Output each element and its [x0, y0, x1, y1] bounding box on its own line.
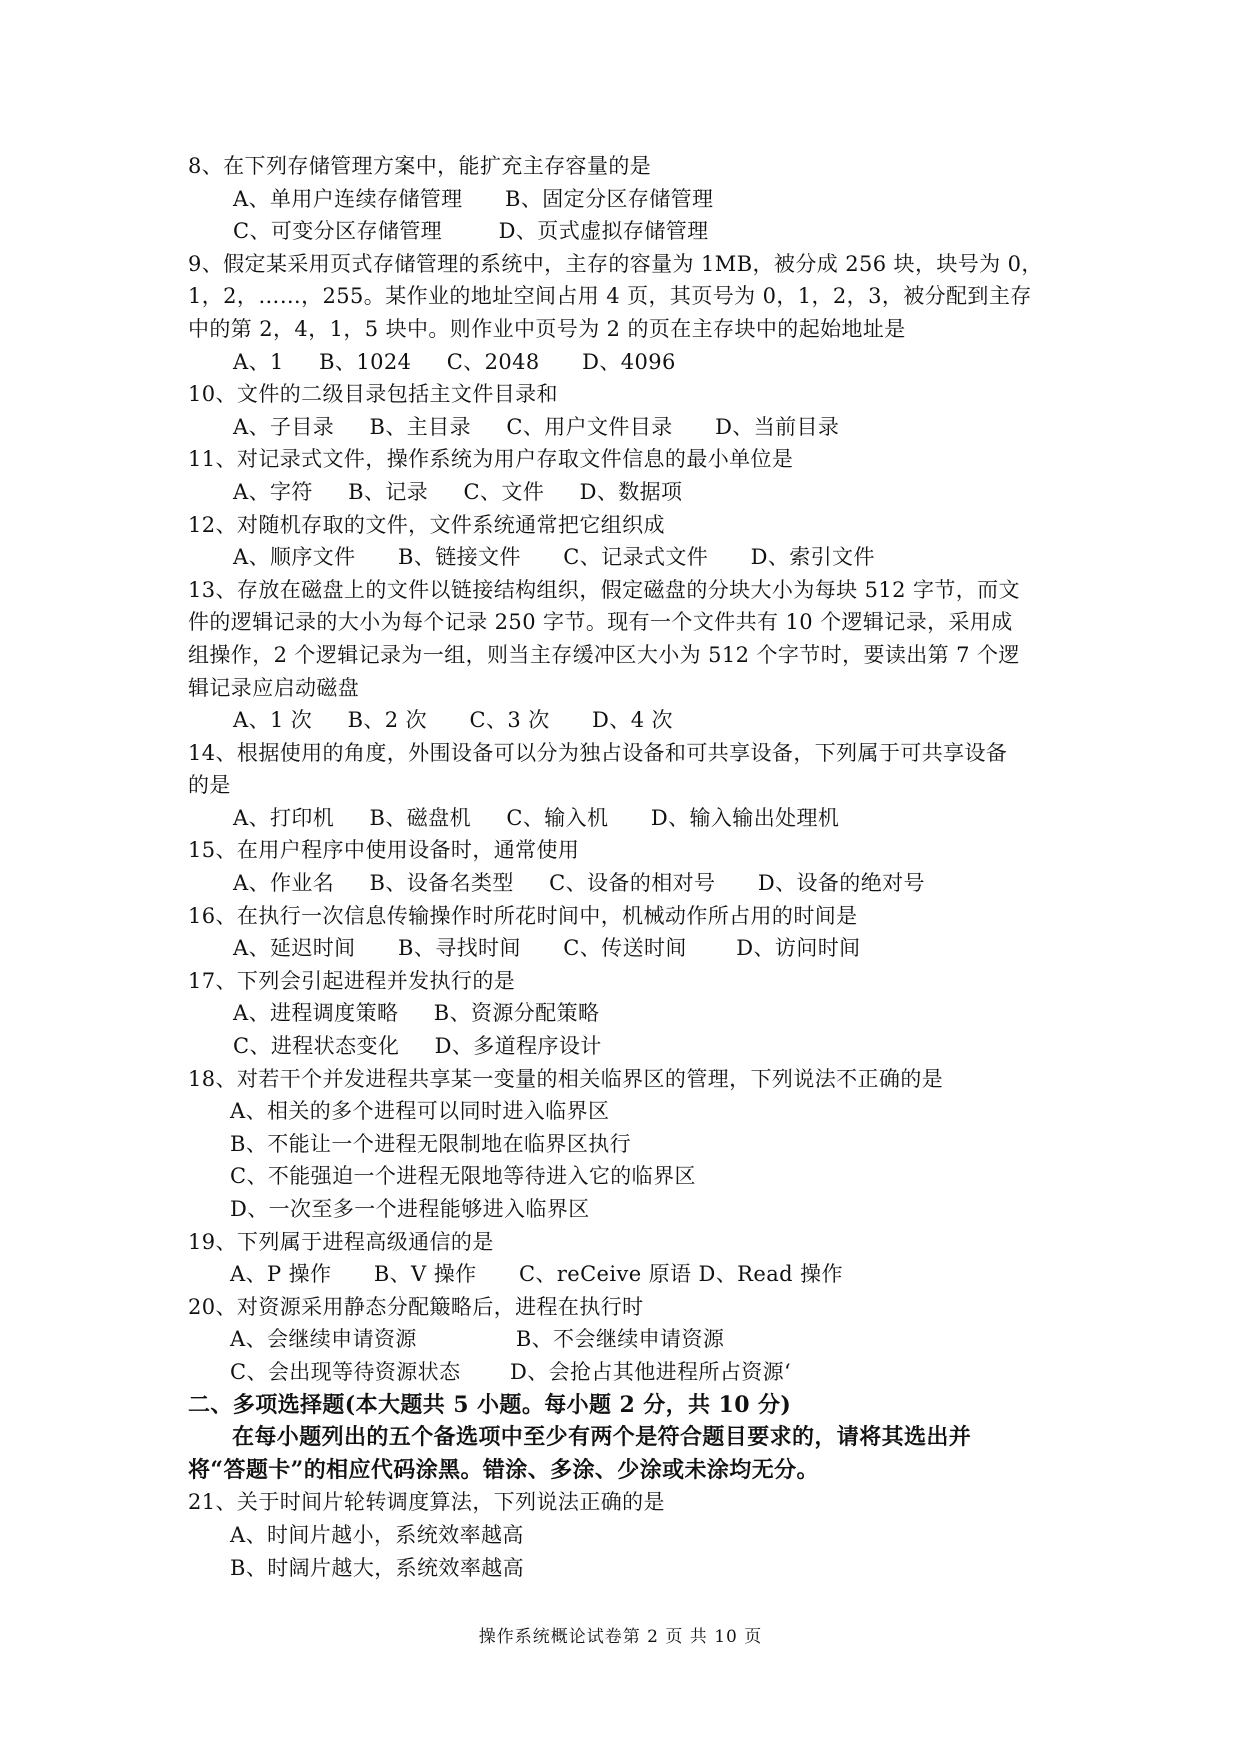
text-line: A、作业名 B、设备名类型 C、设备的相对号 D、设备的绝对号	[233, 871, 925, 896]
text-line: B、时阔片越大，系统效率越高	[230, 1555, 525, 1580]
text-line: 15、在用户程序中使用设备时，通常使用	[188, 838, 580, 863]
text-line: A、进程调度策略 B、资源分配策略	[233, 1001, 600, 1026]
text-line: 20、对资源采用静态分配簸略后，进程在执行时	[188, 1294, 644, 1319]
text-line: 件的逻辑记录的大小为每个记录 250 字节。现有一个文件共有 10 个逻辑记录，采用成	[188, 610, 1013, 635]
page-footer: 操作系统概论试卷第 2 页 共 10 页	[478, 1627, 763, 1647]
text-line: A、顺序文件 B、链接文件 C、记录式文件 D、索引文件	[233, 545, 875, 570]
text-line: A、延迟时间 B、寻找时间 C、传送时间 D、访问时间	[233, 936, 861, 961]
text-line: D、一次至多一个进程能够进入临界区	[230, 1197, 590, 1221]
exam-content	[188, 150, 1068, 1584]
text-line: A、子目录 B、主目录 C、用户文件目录 D、当前目录	[233, 414, 840, 439]
text-line: 17、下列会引起进程并发执行的是	[188, 968, 516, 993]
text-line: 11、对记录式文件，操作系统为用户存取文件信息的最小单位是	[188, 447, 794, 472]
text-line: C、进程状态变化 D、多道程序设计	[233, 1034, 602, 1059]
text-line: 18、对若干个并发进程共享某一变量的相关临界区的管理，下列说法不正确的是	[188, 1066, 944, 1091]
text-line: B、不能让一个进程无限制地在临界区执行	[230, 1131, 632, 1156]
text-line: 的是	[188, 773, 231, 798]
text-line: 1，2，……，255。某作业的地址空间占用 4 页，其页号为 0，1，2，3，被分配到主存	[188, 284, 1032, 309]
text-line: 二、多项选择题(本大题共 5 小题。每小题 2 分，共 10 分)	[188, 1391, 792, 1418]
text-line: 组操作，2 个逻辑记录为一组，则当主存缓冲区大小为 512 个字节时，要读出第 7 个逻	[188, 642, 1020, 667]
text-line: 将“答题卡”的相应代码涂黑。错涂、多涂、少涂或未涂均无分。	[188, 1456, 819, 1483]
text-line: A、相关的多个进程可以同时进入临界区	[230, 1099, 610, 1124]
text-line: A、1 B、1024 C、2048 D、4096	[233, 349, 676, 374]
text-line: A、单用户连续存储管理 B、固定分区存储管理	[233, 186, 714, 211]
text-line: 21、关于时间片轮转调度算法，下列说法正确的是	[188, 1490, 665, 1515]
text-line: C、可变分区存储管理 D、页式虚拟存储管理	[233, 219, 709, 244]
text-line: C、不能强迫一个进程无限地等待进入它的临界区	[230, 1164, 696, 1189]
text-line: 10、文件的二级目录包括主文件目录和	[188, 382, 558, 407]
text-line: 中的第 2，4，1，5 块中。则作业中页号为 2 的页在主存块中的起始地址是	[188, 316, 906, 341]
text-line: A、1 次 B、2 次 C、3 次 D、4 次	[233, 708, 673, 733]
text-line: A、P 操作 B、V 操作 C、reCeive 原语 D、Read 操作	[230, 1262, 843, 1287]
text-line: 在每小题列出的五个备选项中至少有两个是符合题目要求的，请将其选出并	[232, 1424, 972, 1451]
text-line: 13、存放在磁盘上的文件以链接结构组织，假定磁盘的分块大小为每块 512 字节，而文	[188, 577, 1020, 602]
text-line: C、会出现等待资源状态 D、会抢占其他进程所占资源‘	[230, 1359, 792, 1384]
text-line: 19、下列属于进程高级通信的是	[188, 1229, 494, 1254]
text-line: A、打印机 B、磁盘机 C、输入机 D、输入输出处理机	[233, 805, 840, 830]
text-line: 辑记录应启动磁盘	[188, 675, 360, 700]
text-line: A、字符 B、记录 C、文件 D、数据项	[233, 479, 683, 504]
text-line: 12、对随机存取的文件，文件系统通常把它组织成	[188, 512, 665, 537]
text-line: 9、假定某采用页式存储管理的系统中，主存的容量为 1MB，被分成 256 块，块号为 0，	[188, 251, 1043, 276]
text-line: 16、在执行一次信息传输操作时所花时间中，机械动作所占用的时间是	[188, 903, 858, 928]
text-line: 8、在下列存储管理方案中，能扩充主存容量的是	[188, 154, 652, 178]
text-line: A、时间片越小，系统效率越高	[230, 1522, 524, 1547]
text-line: 14、根据使用的角度，外围设备可以分为独占设备和可共享设备，下列属于可共享设备	[188, 740, 1008, 765]
text-line: A、会继续申请资源 B、不会继续申请资源	[230, 1327, 725, 1352]
